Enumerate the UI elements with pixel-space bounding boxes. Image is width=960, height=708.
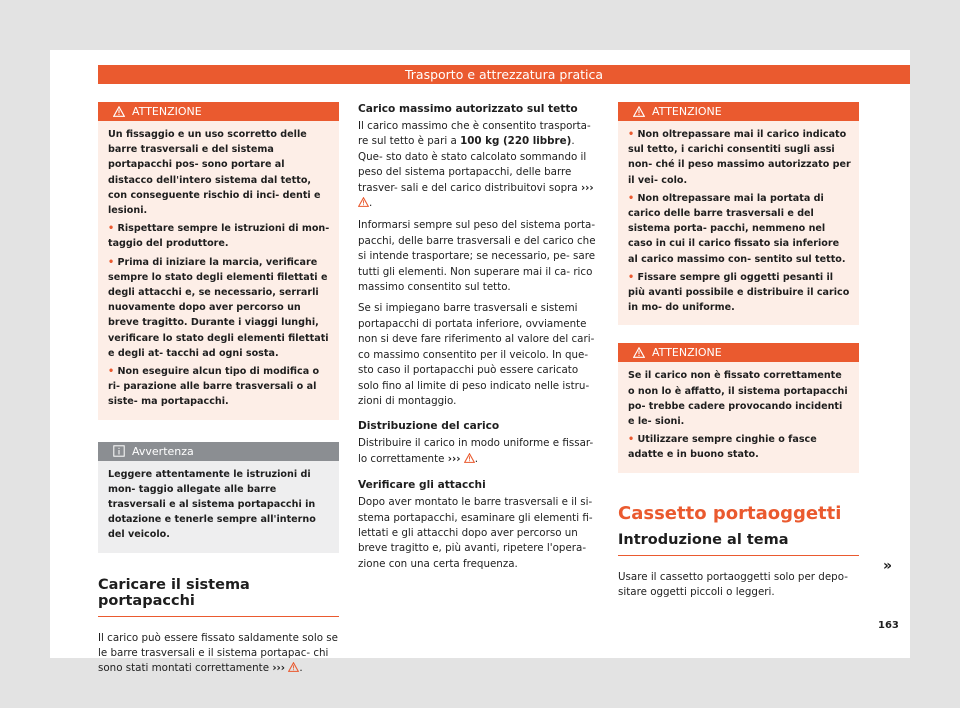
note-body	[98, 461, 339, 553]
warning-triangle-icon	[288, 662, 299, 677]
warning-triangle-icon	[464, 453, 475, 468]
warning-intro: Se il carico non è fissato correttamente o non lo è affatto, il sistema portapacchi po- trebbe cadere provocando incidenti e le- sioni.	[628, 370, 848, 428]
chapter-title: Cassetto portaoggetti	[618, 502, 842, 524]
body-text: Il carico può essere fissato saldamente solo se le barre trasversali e il sistema portapac- chi sono stati montati correttamente ››› .	[98, 631, 339, 678]
warning-label: ATTENZIONE	[132, 105, 202, 118]
info-icon	[112, 444, 126, 458]
reference-arrows: ›››	[447, 452, 461, 465]
subheading: Distribuzione del carico	[358, 420, 500, 433]
page-header: Trasporto e attrezzatura pratica	[98, 65, 910, 84]
warning-bullet: • Rispettare sempre le istruzioni di mon- taggio del produttore.	[108, 223, 330, 250]
body-text: Distribuire il carico in modo uniforme e fissar- lo correttamente ››› .	[358, 436, 599, 468]
body-text: Informarsi sempre sul peso del sistema porta- pacchi, delle barre trasversali e del carico che si intende trasportare; se necessario, pe- sare tutti gli elementi. Non superare mai il ca- rico massimo consentito sul tetto.	[358, 219, 596, 294]
subheading: Carico massimo autorizzato sul tetto	[358, 103, 578, 115]
warning-box	[98, 102, 339, 420]
warning-intro: Un fissaggio e un uso scorretto delle barre trasversali e del sistema portapacchi pos- sono portare al distacco dell'intero sistema dal tetto, con conseguente rischio di inci- denti e lesioni.	[108, 129, 321, 217]
warning-triangle-icon	[112, 105, 126, 119]
body-text: Usare il cassetto portaoggetti solo per depo- sitare oggetti piccoli o leggeri.	[618, 570, 848, 599]
warning-body	[618, 121, 859, 325]
warning-triangle-icon	[632, 346, 646, 360]
warning-bullet: • Utilizzare sempre cinghie o fasce adatte e in buono stato.	[628, 434, 817, 461]
warning-bullet: • Non oltrepassare mai la portata di carico delle barre trasversali e del sistema porta- pacchi, nemmeno nel caso in cui il carico fissato sia inferiore al carico massimo con- sentito sul tetto.	[628, 192, 846, 265]
warning-bullet: • Non eseguire alcun tipo di modifica o ri- parazione alle barre trasversali o al siste- ma portapacchi.	[108, 366, 320, 408]
warning-bullet: • Prima di iniziare la marcia, verificare sempre lo stato degli elementi filettati e degli attacchi e, se necessario, serrarli nuovamente dopo aver percorso un breve tragitto. Durante i viaggi lunghi, verificare lo stato degli elementi filettati e degli at- tacchi ad ogni sosta.	[108, 256, 329, 359]
subheading: Verificare gli attacchi	[358, 479, 486, 492]
warning-body	[618, 362, 859, 472]
note-text: Leggere attentamente le istruzioni di mon- taggio allegate alle barre trasversali e al sistema portapacchi in dotazione e tenerle sempre all'interno del veicolo.	[108, 468, 316, 541]
column-middle	[358, 102, 599, 578]
warning-bullet: • Fissare sempre gli oggetti pesanti il più avanti possibile e distribuire il carico in mo- do uniforme.	[628, 271, 850, 314]
warning-header	[618, 102, 859, 121]
warning-label: ATTENZIONE	[652, 105, 722, 118]
body-text: Se si impiegano barre trasversali e sistemi portapacchi di portata inferiore, ovviamente non si deve fare riferimento al valore del cari- co massimo consentito per il veicolo. In que- sto caso il portapacchi può essere caricato solo fino al limite di peso indicato nelle istru- zioni di montaggio.	[358, 302, 595, 407]
warning-triangle-icon	[358, 197, 369, 212]
section-title: Caricare il sistema portapacchi	[98, 577, 339, 617]
section-title: Introduzione al tema	[618, 532, 859, 556]
warning-body	[98, 121, 339, 420]
page-number: 163	[878, 620, 899, 631]
body-text: Dopo aver montato le barre trasversali e il si- stema portapacchi, esaminare gli elementi fi- lettati e gli attacchi dopo aver percorso un breve tragitto e, più avanti, ripetere l'opera- zione con una certa frequenza.	[358, 496, 593, 570]
column-left	[98, 102, 339, 684]
body-text: Il carico massimo che è consentito trasporta- re sul tetto è pari a 100 kg (220 libbre). Que- sto dato è stato calcolato sommando il peso del sistema portapacchi, delle barre trasver- sali e del carico distribuitovi sopra ››› .	[358, 119, 599, 212]
note-box	[98, 442, 339, 553]
warning-box	[618, 343, 859, 472]
manual-page	[50, 50, 910, 675]
column-right	[618, 102, 859, 606]
note-header	[98, 442, 339, 461]
warning-header	[98, 102, 339, 121]
warning-header	[618, 343, 859, 362]
note-label: Avvertenza	[132, 444, 194, 458]
next-page-arrow: »	[883, 558, 893, 574]
warning-bullet: • Non oltrepassare mai il carico indicato sul tetto, i carichi consentiti sugli assi non- ché il peso massimo autorizzato per il vei- colo.	[628, 129, 851, 186]
warning-label: ATTENZIONE	[652, 346, 722, 360]
warning-triangle-icon	[632, 105, 646, 119]
warning-box	[618, 102, 859, 325]
reference-arrows: ›››	[580, 181, 594, 194]
reference-arrows: ›››	[272, 662, 286, 675]
